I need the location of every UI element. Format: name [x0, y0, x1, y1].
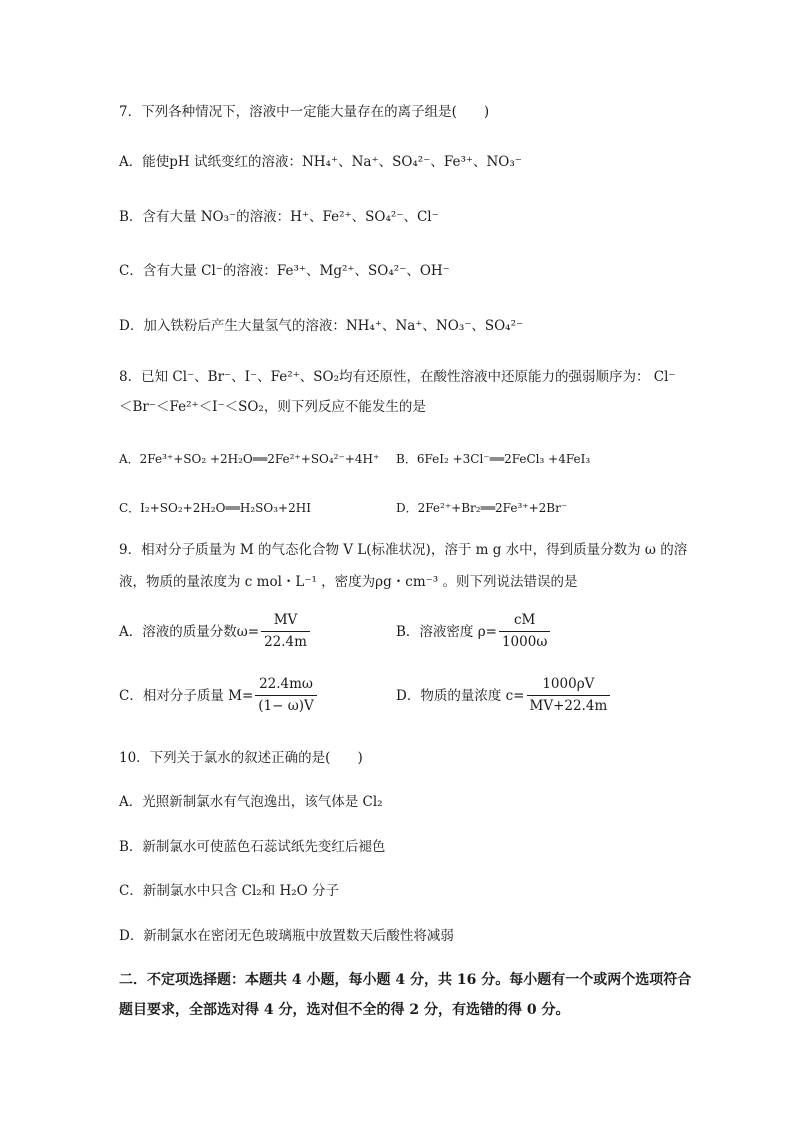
q9-option-c-numerator: 22.4mω [255, 676, 316, 696]
q7-option-d: D．加入铁粉后产生大量氢气的溶液：NH₄⁺、Na⁺、NO₃⁻、SO₄²⁻ [119, 318, 524, 334]
q8-stem-line1: 8．已知 Cl⁻、Br⁻、I⁻、Fe²⁺、SO₂均有还原性，在酸性溶液中还原能力的强弱顺序为： Cl⁻ [119, 369, 676, 385]
q10-option-d: D．新制氯水在密闭无色玻璃瓶中放置数天后酸性将减弱 [119, 928, 454, 944]
q10-option-b: B．新制氯水可使蓝色石蕊试纸先变红后褪色 [119, 839, 386, 855]
q9-option-a [119, 612, 312, 651]
q10-option-a: A．光照新制氯水有气泡逸出，该气体是 Cl₂ [119, 794, 383, 810]
q9-option-a-denominator: 22.4m [264, 634, 307, 650]
q9-option-c-label: C．相对分子质量 M= [119, 687, 254, 704]
q7-option-a: A．能使pH 试纸变红的溶液：NH₄⁺、Na⁺、SO₄²⁻、Fe³⁺、NO₃⁻ [119, 154, 522, 170]
q9-option-a-fraction [261, 612, 310, 651]
q8-option-a: A．2Fe³⁺+SO₂ +2H₂O══2Fe²⁺+SO₄²⁻+4H⁺ [119, 452, 380, 466]
q10-stem: 10．下列关于氯水的叙述正确的是( ) [119, 750, 363, 766]
q7-option-b: B．含有大量 NO₃⁻的溶液：H⁺、Fe²⁺、SO₄²⁻、Cl⁻ [119, 209, 439, 225]
q8-stem-line2: ＜Br⁻＜Fe²⁺＜I⁻＜SO₂，则下列反应不能发生的是 [119, 399, 426, 415]
q9-option-b-fraction [499, 612, 550, 651]
q9-option-d-label: D．物质的量浓度 c= [396, 687, 525, 704]
q9-option-b-label: B．溶液密度 ρ= [396, 623, 497, 640]
q10-option-c: C．新制氯水中只含 Cl₂和 H₂O 分子 [119, 883, 340, 899]
q9-option-d-denominator: MV+22.4m [529, 698, 608, 714]
q9-option-c [119, 676, 319, 715]
q9-option-b [396, 612, 552, 651]
section2-instruction-line2: 题目要求，全部选对得 4 分，选对但不全的得 2 分，有选错的得 0 分。 [119, 1002, 570, 1018]
q8-option-b: B．6FeI₂ +3Cl⁻══2FeCl₃ +4FeI₃ [396, 452, 591, 466]
q9-option-c-fraction [255, 676, 316, 715]
section2-instruction-line1: 二．不定项选择题：本题共 4 小题，每小题 4 分，共 16 分。每小题有一个或两个选项符合 [119, 972, 692, 988]
q9-stem-line1: 9．相对分子质量为 M 的气态化合物 V L(标准状况)，溶于 m g 水中，得到质量分数为 ω 的溶 [119, 542, 688, 558]
q9-option-a-label: A．溶液的质量分数ω= [119, 623, 260, 640]
q9-option-d-numerator: 1000ρV [527, 676, 611, 696]
q9-option-b-denominator: 1000ω [501, 634, 548, 650]
q7-option-c: C．含有大量 Cl⁻的溶液：Fe³⁺、Mg²⁺、SO₄²⁻、OH⁻ [119, 263, 450, 279]
q9-option-a-numerator: MV [261, 612, 310, 632]
q9-stem-line2: 液，物质的量浓度为 c mol・L⁻¹ ，密度为ρg・cm⁻³ 。则下列说法错误的是 [119, 574, 578, 590]
q8-option-c: C．I₂+SO₂+2H₂O══H₂SO₃+2HI [119, 501, 311, 515]
q9-option-c-denominator: (1− ω)V [258, 698, 314, 714]
q9-option-d [396, 676, 612, 715]
q8-option-d: D．2Fe²⁺+Br₂══2Fe³⁺+2Br⁻ [396, 501, 568, 515]
q7-stem: 7．下列各种情况下，溶液中一定能大量存在的离子组是( ) [119, 104, 490, 120]
q9-option-b-numerator: cM [499, 612, 550, 632]
q9-option-d-fraction [527, 676, 611, 715]
